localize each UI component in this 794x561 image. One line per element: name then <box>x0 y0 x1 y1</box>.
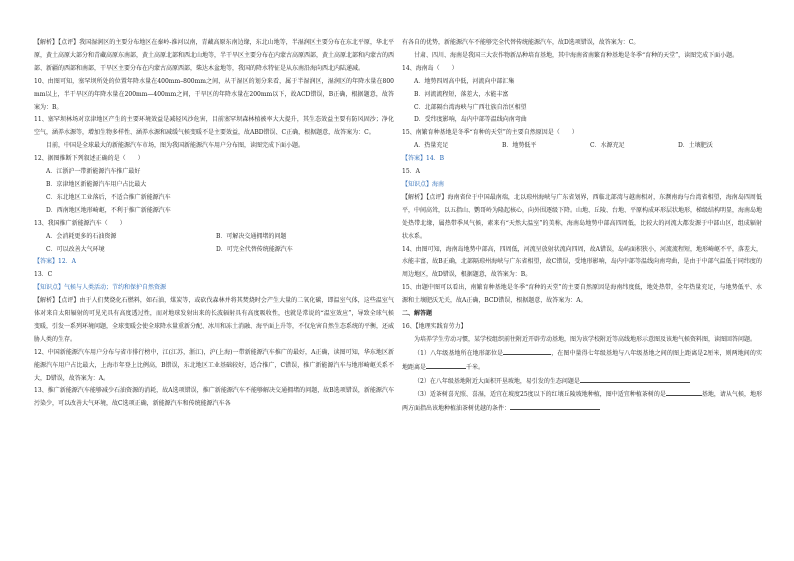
answer-13: 13．C <box>34 271 53 279</box>
q16-2-text: （2）在八年级基地附近大面积开垦坡地，易引发的生态问题是 <box>414 377 580 385</box>
option-14d: D．受纬度影响，岛内中部等温线向南弯曲 <box>414 116 527 124</box>
options-13-row2 <box>34 244 394 257</box>
question-16-part3 <box>402 388 762 416</box>
answer-13-continued: 有各自的优势，新能源汽车不能够完全代替传统能源汽车，故D选项错误，故答案为：C。 <box>402 39 640 46</box>
options-15-row <box>402 140 762 153</box>
question-16: 16、【地理实践育劳力】 <box>402 322 467 330</box>
answer-blank[interactable] <box>426 361 466 369</box>
option-14c: C．北部隔台湾海峡与广西壮族自治区相望 <box>414 103 527 111</box>
knowledge-point-2: 【知识点】海南 <box>402 180 445 188</box>
left-column <box>34 37 394 411</box>
answer-blank[interactable] <box>666 388 702 396</box>
answer-blank[interactable] <box>580 375 690 383</box>
option-14b: B．河流流程短，落差大，水能丰富 <box>414 90 509 98</box>
option-12a: A．江浙沪一带新能源汽车推广最好 <box>46 168 141 176</box>
question-16-part1 <box>402 347 762 375</box>
q16-1-text-a: （1）八年级基地所在地形部位是 <box>414 349 504 357</box>
question-15: 15、南繁育种基地是冬季“育种的天堂”的主要自然原因是（ ） <box>402 129 578 137</box>
option-15c: C．水源充足 <box>590 142 625 150</box>
answer-label-2: 【答案】14．B <box>402 155 445 163</box>
question-13: 13、我国推广新能源汽车（ ） <box>34 219 126 227</box>
q16-3-text-a: （3）适茶树喜光照、喜湿，适宜在坡度25度以下的红壤丘陵坡地种植，图中适宜种植茶树的是 <box>414 391 666 399</box>
answer-12-explanation: 12、中国新能源汽车用户分布与省市排行榜中，江(江苏，浙江)，沪(上海)一带新能源汽车推广的最好，A正确，读图可知，华东地区新能源汽车用户占比最大，上海市年登上比例高，B错误，东北地区工业基础较好，适合推广，C错误，推广新能源汽车与地形崎岖关系不大，D错误，故答案为：A。 <box>34 348 394 382</box>
options-13-row1 <box>34 231 394 244</box>
right-column <box>402 37 762 416</box>
q16-3-text-b: 基地，请从气候，地形两方面指出该地种植油茶树优越的条件： <box>402 391 762 413</box>
option-12b: B．京津地区新能源汽车用户占比最大 <box>46 180 147 188</box>
section-heading: 二、解答题 <box>402 310 433 318</box>
option-13b: B．可解决交通拥堵的问题 <box>216 232 287 240</box>
knowledge-point: 【知识点】气候与人类活动；节约和保护自然资源 <box>34 284 167 292</box>
question-16-intro: 为培养学生劳动习惯，某学校组织前往附近开辟劳动基地，图为该学校附近等高线地形示意图及该地气候资料图，读图回答问题。 <box>414 335 757 343</box>
question-14: 14、海南岛（ ） <box>402 64 458 72</box>
analysis-paragraph: 【解析】【点评】我国湿润区的主要分布地区在秦岭-淮河以南，青藏高原东南边缘，东北山地等，半湿润区主要分布在东北平原，华北平原，黄土高原大部分和青藏高原东南部，黄土高原北部和西北山地等，半干旱区主要分布在内蒙古高原西部，黄土高原北部和内蒙古的西部、新疆的西部和南部，干旱区主要分布在内蒙古高原西部，柴达木盆地等，我国的降水特征是从东南沿海向西北内陆递减。 <box>34 39 395 72</box>
q16-1-text-c: 千米。 <box>466 363 485 371</box>
option-13c: C．可以改善大气环境 <box>46 245 105 253</box>
option-15a: A．热量充足 <box>414 142 449 150</box>
answer-15: 15．A <box>402 168 420 176</box>
analysis-paragraph-3: 【解析】【点评】海南省位于中国最南端，北以琼州海峡与广东省划界，西临北部湾与越南相对，东濒南海与台湾省相望，海南岛四周低平，中间高耸，以五指山、鹦哥岭为隆起核心，向外围逐级下降。山地、丘陵、台地、平原构成环形层状地形，梯级结构明显，海南岛地处热带北缘，属热带季风气候，素来有“天然大温室”的美称，海南岛地势中部高四周低，比较大的河流大都发源于中部山区，组成辐射状水系。 <box>402 193 763 240</box>
reading-intro: 目前，中国是全球最大的新能源汽车市场，图为我国新能源汽车用户分布图，读图完成下面小题。 <box>46 142 305 150</box>
answer-blank[interactable] <box>510 402 600 410</box>
analysis-paragraph-2: 【解析】【点评】由于人们焚烧化石燃料，如石油，煤炭等，或砍伐森林并将其焚烧时会产生大量的二氧化碳，即温室气体，这些温室气体对来自太阳辐射的可见光具有高度透过性，而对地球发射出来的长波辐射具有高度吸收性，也就是常说的“温室效应”，导致全球气候变暖，引发一系列环境问题，全球变暖会使全球降水量重新分配、冰川和冻土消融、海平面上升等，不仅危害自然生态系统的平衡，还威胁人类的生存。 <box>34 297 395 343</box>
option-14a: A．地势四周高中低，河流向中部汇集 <box>414 77 515 85</box>
option-13d: D．可完全代替传统能源汽车 <box>216 245 293 253</box>
answer-10-explanation: 10、由图可知，塞罕坝所处的位置年降水量在400mm–800mm之间，从干湿区的划分来看，属于半湿润区，湿润区的年降水量在800mm以上，半干旱区的年降水量在200mm—400mm之间，干旱区的年降水量在200mm以下，故ACD错误，B正确，根据题意，故答案为：B。 <box>34 77 394 111</box>
option-15b: B．地势低平 <box>502 142 537 150</box>
answer-blank[interactable] <box>503 347 551 355</box>
answer-label: 【答案】12．A <box>34 258 76 266</box>
q16-1-text-b: ，在图中量得七年级基地与八年级基地之间的图上距离是2厘米，则两地间的实地距离是 <box>402 349 762 371</box>
question-12: 12、据图推断下列叙述正确的是（ ） <box>34 155 144 163</box>
question-16-part2 <box>402 375 762 389</box>
answer-11-explanation: 11、塞罕坝林场对京津地区产生的主要环境效益是减轻风沙危害，目前塞罕坝森林植被率大大提升，其生态效益主要有防风固沙；净化空气，涵养水源等，增加生物多样性、涵养水源和减缓气候变暖不是主要效益，故ABD错误、C正确，根据题意，故答案为：C。 <box>34 116 394 137</box>
reading-intro-2: 甘肃、四川、海南是我国三大农作物新品种培育基地，其中海南省南繁育种基地是冬季“育种的天堂”，读图完成下面小题。 <box>414 51 739 59</box>
answer-13-explanation: 13、推广新能源汽车能够减少石油资源的消耗，故A选项错误，推广新能源汽车不能够解决交通拥堵的问题，故B选项错误，新能源汽车污染少，可以改善大气环境，故C选项正确，新能源汽车和传统能源汽车各 <box>34 387 394 408</box>
option-13a: A．会消耗更多的石油资源 <box>46 232 117 240</box>
option-12d: D．西南地区地形崎岖，不利于推广新能源汽车 <box>46 206 171 214</box>
option-15d: D．土壤肥沃 <box>678 142 713 150</box>
option-12c: C．东北地区工业落后，不适合推广新能源汽车 <box>46 193 171 201</box>
answer-15-explanation: 15、由题中图可以看出，南繁育种基地是冬季“育种的天堂”的主要自然原因是海南纬度低，地处热带，全年热量充足，与地势低平、水源和土壤肥沃无关，故A正确，BCD错误，根据题意，故答案为：A。 <box>402 284 762 305</box>
answer-14-explanation: 14、由图可知，海南岛地势中部高，四周低，河流呈放射状流向四周，故A错误，岛屿面积狭小，河流流程短，地形崎岖不平，落差大，水能丰富，故B正确，北部隔琼州海峡与广东省相望，故C错误，受地形影响，岛内中部等温线向南弯曲，是由于中部气温低于同纬度的周边地区，故D错误，根据题意，故答案为：B。 <box>402 245 762 279</box>
